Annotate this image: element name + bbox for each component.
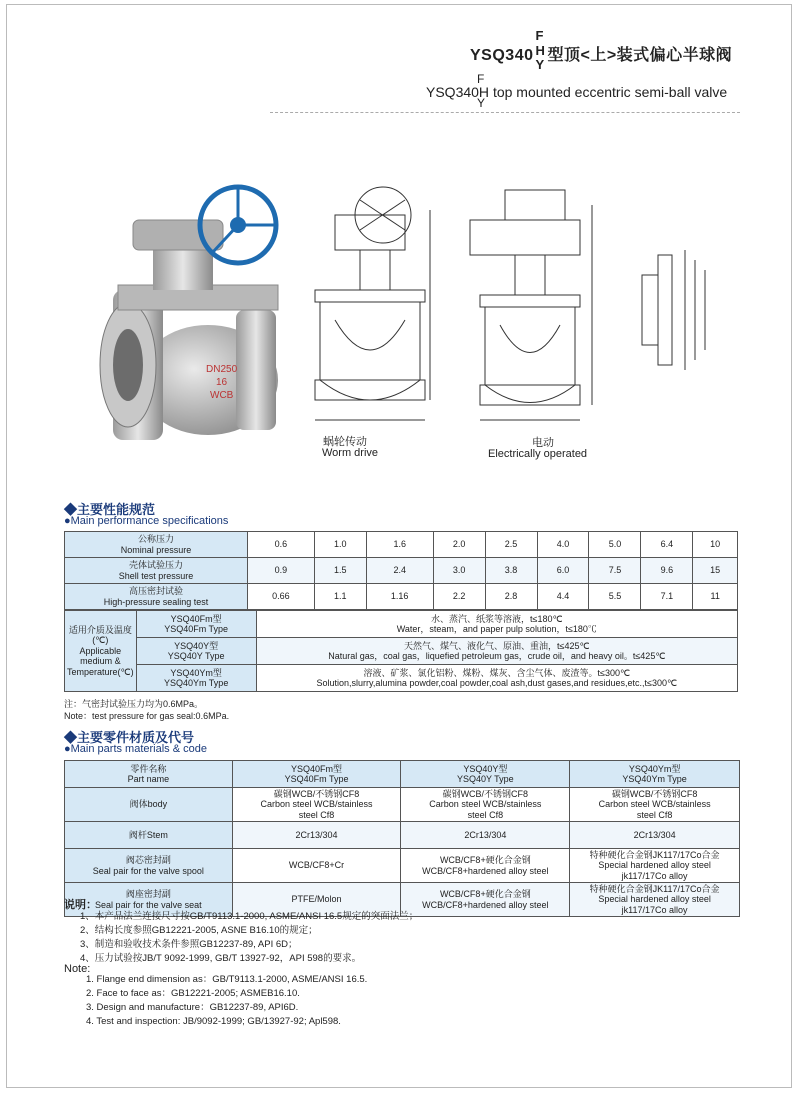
electric-caption-en: Electrically operated	[488, 448, 588, 460]
cell: 1.16	[366, 584, 433, 610]
cell: 4.0	[537, 532, 589, 558]
page-title-en	[426, 72, 728, 110]
cell: 2.5	[485, 532, 537, 558]
part-name: 阀体body	[65, 788, 233, 822]
worm-drive-caption-en: Worm drive	[322, 447, 379, 459]
cell	[401, 883, 570, 917]
line: Carbon steel WCB/stainless	[260, 799, 373, 810]
cell	[401, 788, 570, 822]
note-item: 3. Design and manufacture：GB12237-89, API6D.	[86, 1002, 299, 1013]
desc-en: Natural gas，coal gas，liquefied petroleum gas，crude oil，and heavy oil。t≤425℃	[328, 651, 666, 661]
medium-label-en2: Temperature(℃)	[67, 666, 134, 677]
medium-table	[64, 610, 738, 692]
model-variants	[533, 28, 547, 72]
cell: 1.1	[314, 584, 366, 610]
type-en: YSQ40Fm Type	[164, 624, 229, 634]
variant-f: F	[535, 28, 544, 43]
perf-heading-en: ●Main performance specifications	[64, 515, 229, 527]
perf-note-en: Note：test pressure for gas seal:0.6MPa.	[64, 711, 230, 721]
cell: 3.0	[433, 558, 485, 584]
notes-list-en	[86, 973, 367, 1029]
name-en: Seal pair for the valve spool	[92, 865, 204, 876]
note-item: 4. Test and inspection: JB/9092-1999; GB/13927-92; Apl598.	[86, 1016, 341, 1027]
perf-row-shell	[65, 558, 738, 584]
cell: 4.4	[537, 584, 589, 610]
cell: WCB/CF8+Cr	[232, 849, 401, 883]
medium-label-zh: 适用介质及温度	[68, 625, 132, 636]
h-zh: 零件名称	[130, 763, 167, 774]
parts-heading-en: ●Main parts materials & code	[64, 743, 207, 755]
label-zh: 公称压力	[137, 534, 174, 545]
desc-en: Solution,slurry,alumina powder,coal powder,coal ash,dust gases,and residues,etc.,t≤300℃	[316, 678, 678, 688]
note-item: 3、制造和验收技术条件参照GB12237-89, API 6D；	[80, 939, 298, 950]
cell: 2.2	[433, 584, 485, 610]
type-zh: YSQ40Fm型	[170, 613, 222, 624]
cell: 2Cr13/304	[232, 822, 401, 849]
cell: 7.5	[589, 558, 641, 584]
line: WCB/CF8+hardened alloy steel	[422, 899, 549, 910]
cell: 10	[693, 532, 738, 558]
perf-row-label	[65, 532, 248, 558]
worm-drive-drawing	[305, 180, 435, 435]
type-en: YSQ40Y Type	[167, 651, 225, 661]
title-text-en: top mounted eccentric semi-ball valve	[492, 84, 728, 100]
desc-zh: 溶液、矿浆、氯化铝粉、煤粉、煤灰、含尘气体、废渣等。t≤300℃	[363, 667, 631, 678]
type-zh: YSQ40Y型	[174, 640, 219, 651]
cell: 5.5	[589, 584, 641, 610]
title-divider	[270, 112, 740, 113]
photo-marking-material: WCB	[210, 390, 234, 401]
notes-list-zh	[80, 910, 418, 966]
perf-row-sealing	[65, 584, 738, 610]
electric-caption-zh: 电动	[532, 437, 554, 449]
line: steel Cf8	[467, 809, 504, 820]
header-col	[232, 761, 401, 788]
perf-row-label	[65, 558, 248, 584]
h-en: Part name	[127, 774, 170, 784]
desc-zh: 天然气、煤气、液化气、原油、重油，t≤425℃	[404, 640, 590, 651]
cell: 1.0	[314, 532, 366, 558]
name-zh: 阀座密封副	[125, 889, 171, 900]
variant-h: H	[535, 43, 546, 58]
medium-row-ym	[65, 665, 738, 692]
parts-table	[64, 760, 740, 917]
h-en: YSQ40Ym Type	[622, 774, 687, 784]
name-zh: 阀芯密封副	[125, 855, 171, 866]
line: WCB/CF8+硬化合金钢	[439, 855, 531, 866]
type-desc	[256, 665, 737, 692]
line: WCB/CF8+hardened alloy steel	[422, 865, 549, 876]
line: 碳钢WCB/不锈钢CF8	[442, 789, 529, 799]
line: steel Cf8	[298, 809, 335, 820]
h-en: YSQ40Y Type	[456, 774, 514, 784]
photo-marking-size: DN250	[206, 364, 238, 375]
parts-row-body	[65, 788, 740, 822]
cell: 2Cr13/304	[570, 822, 740, 849]
electric-drive-drawing	[460, 180, 600, 435]
header-col	[570, 761, 740, 788]
label-en: Shell test pressure	[118, 570, 194, 581]
line: 特种硬化合金钢JK117/17Co合金	[589, 850, 720, 861]
page-title-zh	[470, 28, 733, 72]
performance-table	[64, 531, 738, 610]
cell: 6.4	[641, 532, 693, 558]
cell	[570, 788, 740, 822]
flange-detail-drawing	[630, 245, 710, 375]
cell: 3.8	[485, 558, 537, 584]
label-en: High-pressure sealing test	[103, 596, 209, 607]
note-item: 1. Flange end dimension as：GB/T9113.1-2000, ASME/ANSI 16.5.	[86, 974, 368, 985]
medium-row-fm	[65, 611, 738, 638]
type-label	[136, 611, 256, 638]
h-zh: YSQ40Y型	[463, 763, 508, 774]
desc-en: Water，steam，and paper pulp solution，t≤180℃	[396, 624, 597, 634]
cell: 2.8	[485, 584, 537, 610]
en-model-code: YSQ340H	[426, 84, 490, 100]
type-zh: YSQ40Ym型	[170, 667, 222, 678]
line: Carbon steel WCB/stainless	[429, 799, 542, 810]
model-code: YSQ340	[470, 47, 534, 64]
cell: 1.6	[366, 532, 433, 558]
type-label	[136, 638, 256, 665]
h-zh: YSQ40Fm型	[291, 763, 343, 774]
label-en: Nominal pressure	[120, 544, 192, 555]
h-en: YSQ40Fm Type	[284, 774, 349, 784]
line: Carbon steel WCB/stainless	[598, 799, 711, 810]
cell: 0.66	[248, 584, 315, 610]
type-label	[136, 665, 256, 692]
part-name	[65, 849, 233, 883]
label-zh: 壳体试验压力	[128, 560, 183, 571]
cell: 1.5	[314, 558, 366, 584]
line: WCB/CF8+硬化合金钢	[439, 889, 531, 900]
cell: 0.6	[248, 532, 315, 558]
medium-label-unit: (℃)	[92, 635, 109, 646]
note-item: 1、本产品法兰连接尺寸按GB/T9113.1-2000, ASME/ANSI 16.5规定的突面法兰；	[80, 911, 419, 922]
notes-heading-zh: 说明：	[64, 899, 97, 911]
title-text-zh: 型顶<上>装式偏心半球阀	[547, 47, 733, 64]
line: 碳钢WCB/不锈钢CF8	[611, 789, 698, 799]
parts-heading-zh: ◆主要零件材质及代号	[64, 730, 195, 745]
medium-label-en1: Applicable medium &	[79, 645, 122, 667]
photo-marking-pressure: 16	[216, 377, 228, 388]
cell	[570, 849, 740, 883]
notes-heading-en: Note:	[64, 963, 91, 975]
note-item: 2. Face to face as：GB12221-2005; ASMEB16.10.	[86, 988, 300, 999]
line: Special hardened alloy steel	[598, 894, 711, 905]
cell: 5.0	[589, 532, 641, 558]
worm-drive-caption-zh: 蜗轮传动	[323, 436, 367, 448]
perf-row-label	[65, 584, 248, 610]
en-variant-y: Y	[477, 96, 486, 110]
desc-zh: 水、蒸汽、纸浆等溶液，t≤180℃	[431, 613, 563, 624]
line: jk117/17Co alloy	[621, 870, 688, 881]
line: Special hardened alloy steel	[598, 860, 711, 871]
header-part-name	[65, 761, 233, 788]
line: 碳钢WCB/不锈钢CF8	[273, 789, 360, 799]
parts-header-row	[65, 761, 740, 788]
cell: 11	[693, 584, 738, 610]
medium-label	[65, 611, 137, 692]
note-item: 2、结构长度参照GB12221-2005, ASNE B16.10的规定；	[80, 925, 318, 936]
name-en: Seal pair for the valve seat	[95, 899, 202, 910]
cell: 15	[693, 558, 738, 584]
cell: 6.0	[537, 558, 589, 584]
part-name: 阀杆Stem	[65, 822, 233, 849]
cell: 7.1	[641, 584, 693, 610]
cell: 2Cr13/304	[401, 822, 570, 849]
cell: PTFE/Molon	[232, 883, 401, 917]
cell: 2.0	[433, 532, 485, 558]
line: 特种硬化合金钢JK117/17Co合金	[589, 884, 720, 895]
perf-row-nominal	[65, 532, 738, 558]
valve-photo	[88, 180, 293, 442]
variant-y: Y	[535, 57, 545, 72]
cell	[401, 849, 570, 883]
perf-note-zh: 注：气密封试验压力均为0.6MPa。	[64, 699, 204, 709]
cell	[570, 883, 740, 917]
perf-heading-zh: ◆主要性能规范	[64, 502, 156, 517]
en-variant-f: F	[477, 72, 485, 86]
cell	[232, 788, 401, 822]
header-col	[401, 761, 570, 788]
type-desc	[256, 638, 737, 665]
line: steel Cf8	[636, 809, 673, 820]
medium-row-y	[65, 638, 738, 665]
parts-row-spool	[65, 849, 740, 883]
cell: 9.6	[641, 558, 693, 584]
type-desc	[256, 611, 737, 638]
cell: 2.4	[366, 558, 433, 584]
line: jk117/17Co alloy	[621, 904, 688, 915]
note-item: 4、压力试验按JB/T 9092-1999, GB/T 13927-92，API 598的要求。	[80, 953, 362, 964]
parts-row-stem	[65, 822, 740, 849]
cell: 0.9	[248, 558, 315, 584]
label-zh: 高压密封试验	[128, 586, 183, 597]
h-zh: YSQ40Ym型	[628, 763, 681, 774]
type-en: YSQ40Ym Type	[163, 678, 229, 688]
